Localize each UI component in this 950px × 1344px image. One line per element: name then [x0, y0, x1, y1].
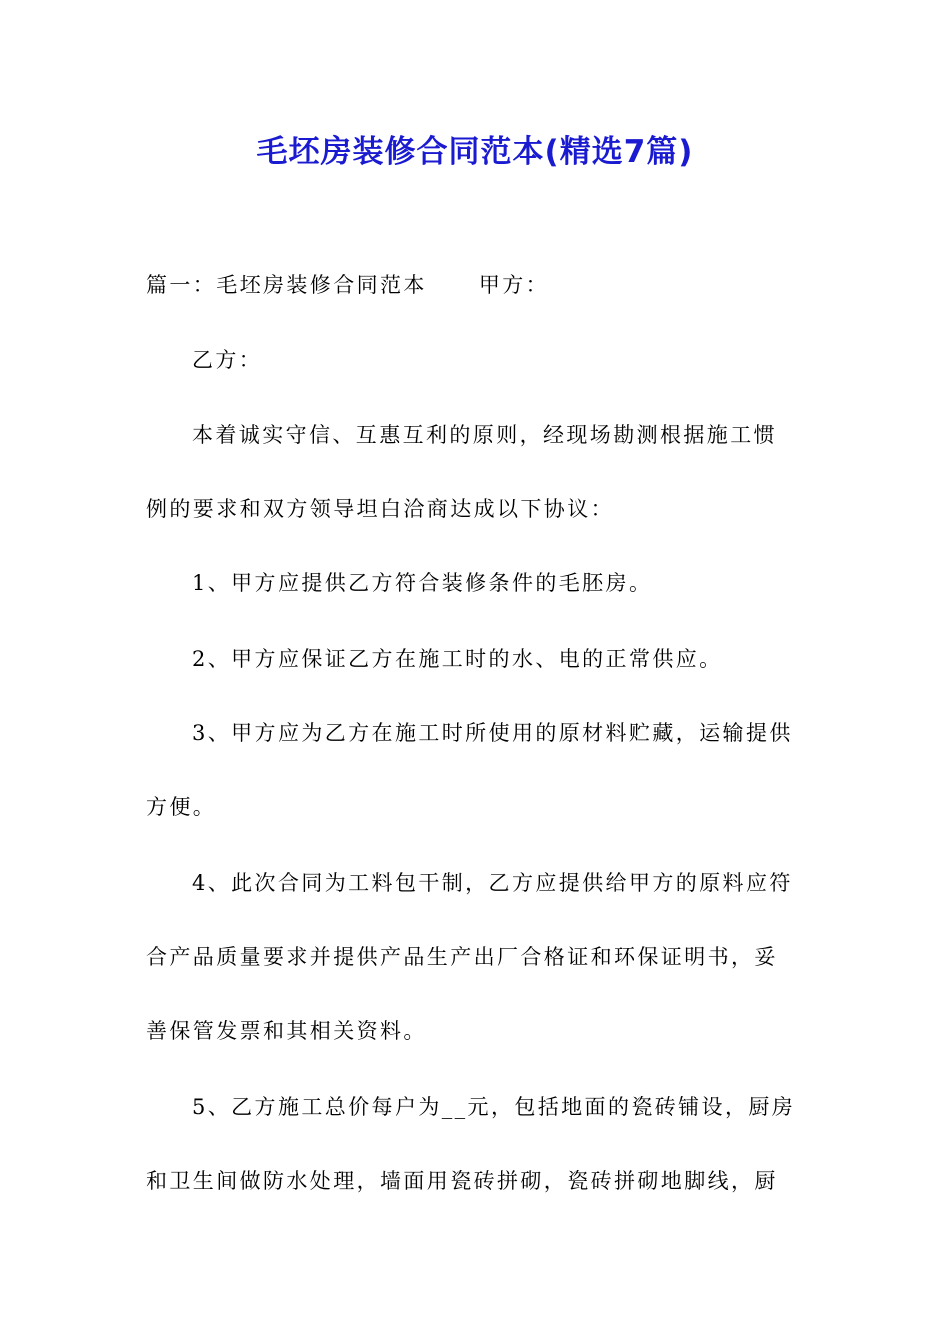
- clause-1: 1、甲方应提供乙方符合装修条件的毛胚房。: [192, 571, 653, 595]
- party-b-label: 乙方：: [192, 348, 263, 372]
- clause-4-line-1: 4、此次合同为工料包干制，乙方应提供给甲方的原料应符: [192, 871, 793, 895]
- clause-2: 2、甲方应保证乙方在施工时的水、电的正常供应。: [192, 647, 723, 671]
- clause-5-line-1: 5、乙方施工总价每户为__元，包括地面的瓷砖铺设，厨房: [192, 1095, 796, 1119]
- clause-3-line-2: 方便。: [146, 795, 217, 819]
- clause-3-line-1: 3、甲方应为乙方在施工时所使用的原材料贮藏，运输提供: [192, 721, 793, 745]
- section-heading: 篇一：毛坯房装修合同范本: [146, 273, 427, 297]
- document-title: 毛坯房装修合同范本(精选7篇): [256, 134, 694, 170]
- intro-line-2: 例的要求和双方领导坦白洽商达成以下协议：: [146, 497, 614, 521]
- clause-5-line-2: 和卫生间做防水处理，墙面用瓷砖拼砌，瓷砖拼砌地脚线，厨: [146, 1169, 778, 1193]
- intro-line-1: 本着诚实守信、互惠互利的原则，经现场勘测根据施工惯: [192, 423, 777, 447]
- clause-4-line-3: 善保管发票和其相关资料。: [146, 1019, 427, 1043]
- party-a-label: 甲方：: [478, 273, 550, 297]
- clause-4-line-2: 合产品质量要求并提供产品生产出厂合格证和环保证明书，妥: [146, 945, 778, 969]
- heading-line: [146, 270, 806, 300]
